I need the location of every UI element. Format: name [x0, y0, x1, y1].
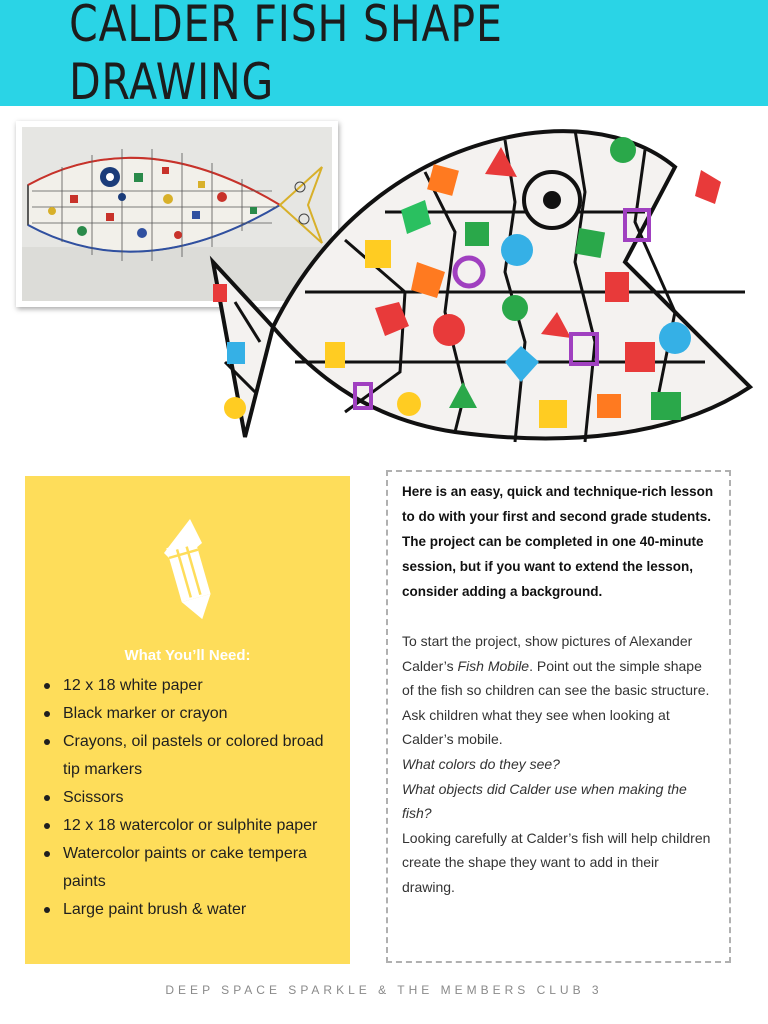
artwork-title: Fish Mobile [457, 657, 530, 674]
lesson-paragraph: Ask children what they see when looking at Calder’s mobile. [402, 706, 670, 748]
list-item: Large paint brush & water [41, 896, 341, 924]
pencil-icon [156, 513, 222, 625]
materials-panel [25, 476, 350, 964]
list-item: Crayons, oil pastels or colored broad tip markers [41, 728, 341, 784]
question-text: What colors do they see? [402, 755, 560, 772]
list-item: Watercolor paints or cake tempera paints [41, 840, 341, 896]
question-text: What objects did Calder use when making the fish? [402, 780, 687, 822]
list-item: 12 x 18 watercolor or sulphite paper [41, 812, 341, 840]
title-banner [0, 0, 768, 111]
lesson-description-box [386, 470, 731, 963]
page-footer: DEEP SPACE SPARKLE & THE MEMBERS CLUB 3 [165, 983, 603, 997]
materials-list [41, 672, 341, 924]
student-fish-icon [213, 130, 750, 442]
list-item: Black marker or crayon [41, 700, 341, 728]
lesson-intro: Here is an easy, quick and technique-rich lesson to do with your first and second grade students. The project can be completed in one 40-minute session, but if you want to extend the lesson, consider adding a background. [402, 484, 714, 599]
fish-drawing-illustration [205, 112, 768, 450]
paragraph-text: To start the project, show pictures of Alexander Calder’s [402, 633, 693, 674]
list-item: 12 x 18 white paper [41, 672, 341, 700]
list-item: Scissors [41, 784, 341, 812]
discussion-question [402, 752, 715, 777]
materials-heading: What You’ll Need: [124, 647, 251, 664]
page-title: CALDER FISH SHAPE DRAWING [69, 0, 503, 111]
lesson-paragraph: Looking carefully at Calder’s fish will help children create the shape they want to add in their drawing. [402, 829, 711, 895]
lesson-paragraph [402, 629, 715, 703]
paragraph-text: . Point out the simple shape of the fish so children can see the basic structure. [402, 657, 710, 699]
lesson-body [402, 629, 715, 900]
discussion-question [402, 777, 715, 826]
